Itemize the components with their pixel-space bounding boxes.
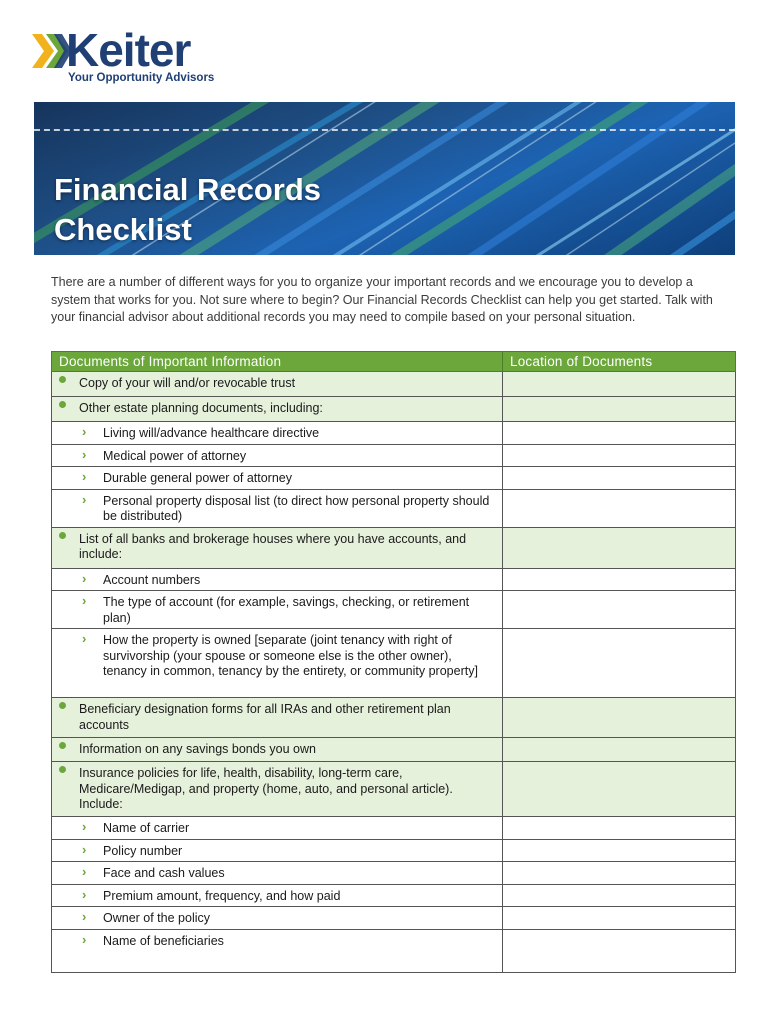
chevron-right-icon: ›: [82, 931, 87, 947]
document-text: The type of account (for example, savings, checking, or retirement plan): [103, 595, 470, 625]
table-row: [52, 862, 736, 885]
banner-stitch-line: [34, 129, 735, 131]
document-text: Owner of the policy: [103, 911, 210, 925]
table-row: [52, 738, 736, 762]
table-row: [52, 422, 736, 445]
location-cell[interactable]: [503, 372, 736, 397]
title-line-2: Checklist: [54, 212, 192, 247]
location-cell[interactable]: [503, 467, 736, 490]
document-cell-content: [52, 372, 502, 394]
document-text: Personal property disposal list (to direct how personal property should be distributed): [103, 493, 490, 523]
document-cell: [52, 444, 503, 467]
green-dot-icon: [59, 766, 66, 773]
document-cell-content: [52, 528, 502, 565]
document-text: List of all banks and brokerage houses where you have accounts, and include:: [79, 531, 467, 561]
document-text: Name of beneficiaries: [103, 933, 224, 948]
document-cell-content: [52, 840, 502, 862]
green-dot-icon: [59, 532, 66, 539]
document-cell: [52, 397, 503, 422]
chevron-right-icon: ›: [82, 446, 87, 462]
table-row: [52, 629, 736, 698]
document-text: Beneficiary designation forms for all IRAs and other retirement plan accounts: [79, 702, 451, 732]
brand-name: Keiter: [66, 24, 191, 76]
document-text: Face and cash values: [103, 866, 225, 880]
chevron-right-icon: ›: [82, 593, 87, 608]
table-row: [52, 489, 736, 527]
location-cell[interactable]: [503, 884, 736, 907]
document-cell-content: [52, 885, 502, 907]
table-row: [52, 762, 736, 817]
document-cell-content: [52, 930, 502, 952]
document-cell: [52, 884, 503, 907]
document-cell: [52, 839, 503, 862]
location-cell[interactable]: [503, 738, 736, 762]
location-cell[interactable]: [503, 591, 736, 629]
location-cell[interactable]: [503, 422, 736, 445]
document-cell-content: [52, 738, 502, 760]
chevron-right-icon: ›: [82, 469, 87, 484]
location-cell[interactable]: [503, 527, 736, 568]
location-cell[interactable]: [503, 397, 736, 422]
document-text: Copy of your will and/or revocable trust: [79, 376, 296, 390]
location-cell[interactable]: [503, 907, 736, 930]
table-row: [52, 884, 736, 907]
title-banner: [34, 102, 735, 255]
table-row: [52, 467, 736, 490]
document-text: Insurance policies for life, health, disability, long-term care, Medicare/Medigap, and property (home, auto, and personal article). Include:: [79, 766, 453, 811]
keiter-logo: [32, 24, 272, 90]
table-header-row: [52, 352, 736, 372]
chevron-right-icon: ›: [82, 424, 87, 439]
document-cell: [52, 862, 503, 885]
chevron-right-icon: ›: [82, 570, 87, 586]
document-cell: [52, 629, 503, 698]
table-row: [52, 817, 736, 840]
document-text: Living will/advance healthcare directive: [103, 426, 320, 440]
table-row: [52, 591, 736, 629]
document-cell-content: [52, 467, 502, 489]
document-cell-content: [52, 762, 502, 815]
header-location: Location of Documents: [503, 352, 736, 372]
document-cell: [52, 372, 503, 397]
location-cell[interactable]: [503, 862, 736, 885]
document-cell: [52, 762, 503, 817]
table-row: [52, 372, 736, 397]
chevron-right-icon: ›: [82, 909, 87, 924]
document-cell-content: [52, 862, 502, 884]
green-dot-icon: [59, 742, 66, 749]
document-cell-content: [52, 629, 502, 682]
document-cell-content: [52, 569, 502, 591]
location-cell[interactable]: [503, 629, 736, 698]
document-cell: [52, 738, 503, 762]
location-cell[interactable]: [503, 762, 736, 817]
document-cell: [52, 591, 503, 629]
document-text: Information on any savings bonds you own: [79, 742, 316, 756]
document-cell-content: [52, 397, 502, 419]
intro-paragraph: There are a number of different ways for you to organize your important records and we encourage you to develop a system that works for you. Not sure where to begin? Our Financial Records Checklist can help you get started. Talk with your financial advisor about additional records you may need to compile based on your personal situation.: [51, 275, 713, 324]
green-dot-icon: [59, 401, 66, 408]
table-row: [52, 527, 736, 568]
document-cell-content: [52, 817, 502, 839]
document-text: Medical power of attorney: [103, 448, 247, 463]
document-cell-content: [52, 591, 502, 628]
chevron-right-icon: ›: [82, 864, 87, 879]
document-cell-content: [52, 490, 502, 527]
document-cell-content: [52, 907, 502, 929]
document-cell: [52, 568, 503, 591]
table-row: [52, 839, 736, 862]
page-title: [54, 170, 321, 250]
document-cell-content: [52, 445, 502, 467]
table-row: [52, 907, 736, 930]
document-text: Name of carrier: [103, 821, 190, 835]
document-cell-content: [52, 422, 502, 444]
document-cell: [52, 698, 503, 738]
green-dot-icon: [59, 702, 66, 709]
checklist-table: [51, 351, 736, 973]
document-cell: [52, 817, 503, 840]
table-row: [52, 444, 736, 467]
document-text: How the property is owned [separate (joint tenancy with right of survivorship (your spouse or someone else is the other owner), tenancy in common, tenancy by the entirety, or community property]: [103, 633, 478, 678]
chevron-right-icon: ›: [82, 819, 87, 834]
document-cell: [52, 907, 503, 930]
table-row: [52, 568, 736, 591]
location-cell[interactable]: [503, 489, 736, 527]
document-text: Policy number: [103, 843, 183, 858]
green-dot-icon: [59, 376, 66, 383]
document-text: Premium amount, frequency, and how paid: [103, 888, 341, 903]
document-cell: [52, 422, 503, 445]
location-cell[interactable]: [503, 817, 736, 840]
brand-tagline: Your Opportunity Advisors: [68, 72, 215, 84]
header-documents: Documents of Important Information: [52, 352, 503, 372]
document-cell: [52, 929, 503, 972]
table-row: [52, 397, 736, 422]
table-body: [52, 372, 736, 973]
document-text: Account numbers: [103, 572, 201, 587]
location-cell[interactable]: [503, 568, 736, 591]
chevron-right-icon: ›: [82, 491, 87, 507]
document-text: Other estate planning documents, including:: [79, 401, 323, 415]
location-cell[interactable]: [503, 444, 736, 467]
title-line-1: Financial Records: [54, 172, 322, 207]
document-cell: [52, 489, 503, 527]
chevron-right-icon: ›: [82, 886, 87, 902]
location-cell[interactable]: [503, 698, 736, 738]
document-cell: [52, 467, 503, 490]
location-cell[interactable]: [503, 929, 736, 972]
table-row: [52, 929, 736, 972]
document-cell: [52, 527, 503, 568]
location-cell[interactable]: [503, 839, 736, 862]
document-text: Durable general power of attorney: [103, 471, 293, 485]
table-row: [52, 698, 736, 738]
chevron-right-icon: ›: [82, 631, 87, 646]
document-cell-content: [52, 698, 502, 735]
chevron-right-icon: ›: [82, 841, 87, 857]
